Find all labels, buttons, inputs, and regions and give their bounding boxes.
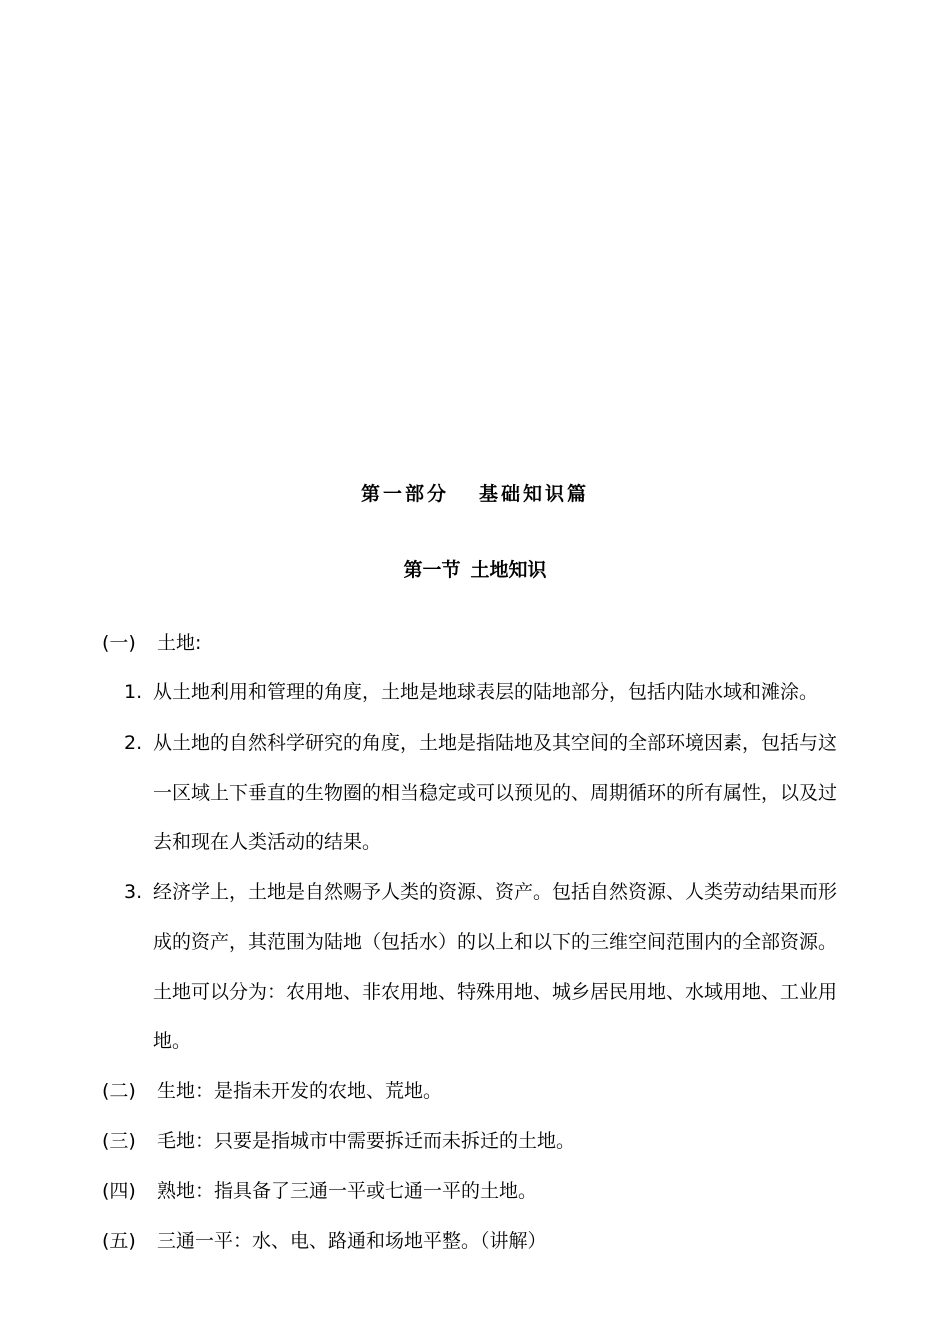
section-marker: (四) bbox=[102, 1180, 136, 1202]
section-text: 熟地：指具备了三通一平或七通一平的土地。 bbox=[157, 1180, 538, 1202]
section-marker: (五) bbox=[102, 1230, 136, 1252]
list-item-line: 地。 bbox=[153, 1030, 192, 1052]
part-title-number: 第一部分 bbox=[360, 483, 449, 505]
section-text: 三通一平：水、电、路通和场地平整。（讲解） bbox=[157, 1230, 547, 1252]
section-marker: (二) bbox=[102, 1080, 136, 1102]
list-item-line: 土地可以分为：农用地、非农用地、特殊用地、城乡居民用地、水域用地、工业用 bbox=[153, 981, 838, 1003]
section-marker: (三) bbox=[102, 1130, 136, 1152]
list-item-line: 从土地利用和管理的角度，土地是地球表层的陆地部分，包括内陆水域和滩涂。 bbox=[153, 681, 819, 703]
list-item-number: 1. bbox=[124, 681, 143, 703]
list-item-line: 成的资产，其范围为陆地（包括水）的以上和以下的三维空间范围内的全部资源。 bbox=[153, 931, 838, 953]
section-text: 土地: bbox=[157, 632, 202, 654]
section-marker: (一) bbox=[102, 632, 136, 654]
list-item-line: 一区域上下垂直的生物圈的相当稳定或可以预见的、周期循环的所有属性，以及过 bbox=[153, 782, 838, 804]
section-text: 生地：是指未开发的农地、荒地。 bbox=[157, 1080, 443, 1102]
page-title bbox=[0, 480, 950, 508]
list-item-line: 去和现在人类活动的结果。 bbox=[153, 831, 382, 853]
section-title bbox=[0, 556, 950, 584]
list-item-number: 2. bbox=[124, 732, 143, 754]
list-item-number: 3. bbox=[124, 881, 143, 903]
part-title-name: 基础知识篇 bbox=[479, 483, 590, 505]
list-item-line: 经济学上，土地是自然赐予人类的资源、资产。包括自然资源、人类劳动结果而形 bbox=[153, 881, 838, 903]
section-title-name: 土地知识 bbox=[470, 559, 547, 581]
list-item-line: 从土地的自然科学研究的角度，土地是指陆地及其空间的全部环境因素，包括与这 bbox=[153, 732, 838, 754]
section-text: 毛地：只要是指城市中需要拆迁而未拆迁的土地。 bbox=[157, 1130, 576, 1152]
section-title-number: 第一节 bbox=[403, 559, 461, 581]
